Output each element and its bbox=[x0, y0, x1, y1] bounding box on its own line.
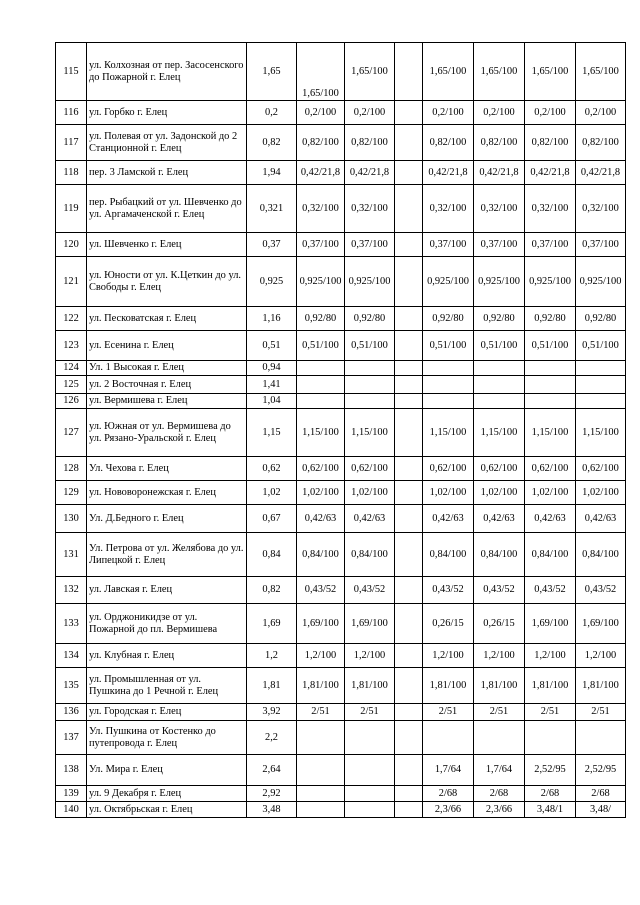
value-cell bbox=[395, 409, 423, 457]
value-cell: 0,62/100 bbox=[345, 457, 395, 481]
road-length: 0,321 bbox=[247, 185, 297, 233]
value-cell: 0,43/52 bbox=[423, 577, 474, 604]
street-name: ул. Промышленная от ул. Пушкина до 1 Речной г. Елец bbox=[87, 668, 247, 704]
value-cell bbox=[395, 505, 423, 533]
value-cell: 2,52/95 bbox=[525, 755, 576, 786]
street-name: ул. Колхозная от пер. Засосенского до Пожарной г. Елец bbox=[87, 43, 247, 101]
value-cell: 0,925/100 bbox=[297, 257, 345, 307]
value-cell bbox=[395, 604, 423, 644]
value-cell: 1,2/100 bbox=[423, 644, 474, 668]
value-cell: 1,7/64 bbox=[474, 755, 525, 786]
value-cell: 0,42/21,8 bbox=[576, 161, 626, 185]
row-number: 116 bbox=[56, 101, 87, 125]
value-cell: 2/51 bbox=[525, 704, 576, 721]
value-cell: 0,51/100 bbox=[474, 331, 525, 361]
value-cell: 1,02/100 bbox=[525, 481, 576, 505]
value-cell: 1,81/100 bbox=[297, 668, 345, 704]
value-cell: 1,15/100 bbox=[576, 409, 626, 457]
value-cell: 1,81/100 bbox=[474, 668, 525, 704]
value-cell bbox=[345, 802, 395, 818]
value-cell bbox=[395, 361, 423, 376]
row-number: 123 bbox=[56, 331, 87, 361]
row-number: 134 bbox=[56, 644, 87, 668]
street-name: Ул. Мира г. Елец bbox=[87, 755, 247, 786]
row-number: 130 bbox=[56, 505, 87, 533]
value-cell: 0,84/100 bbox=[423, 533, 474, 577]
value-cell: 0,92/80 bbox=[474, 307, 525, 331]
street-name: ул. Южная от ул. Вермишева до ул. Рязано-Уральской г. Елец bbox=[87, 409, 247, 457]
row-number: 115 bbox=[56, 43, 87, 101]
value-cell: 0,26/15 bbox=[423, 604, 474, 644]
value-cell: 0,43/52 bbox=[525, 577, 576, 604]
road-length: 1,41 bbox=[247, 376, 297, 394]
row-number: 138 bbox=[56, 755, 87, 786]
value-cell: 1,2/100 bbox=[525, 644, 576, 668]
row-number: 128 bbox=[56, 457, 87, 481]
value-cell: 1,81/100 bbox=[525, 668, 576, 704]
table-row bbox=[56, 481, 626, 505]
value-cell bbox=[395, 721, 423, 755]
street-name: ул. Полевая от ул. Задонской до 2 Станционной г. Елец bbox=[87, 125, 247, 161]
value-cell: 0,82/100 bbox=[297, 125, 345, 161]
row-number: 136 bbox=[56, 704, 87, 721]
value-cell bbox=[297, 786, 345, 802]
value-cell bbox=[525, 394, 576, 409]
table-row bbox=[56, 533, 626, 577]
value-cell: 0,925/100 bbox=[525, 257, 576, 307]
table-row bbox=[56, 704, 626, 721]
value-cell bbox=[345, 376, 395, 394]
value-cell: 2,3/66 bbox=[474, 802, 525, 818]
value-cell: 1,02/100 bbox=[297, 481, 345, 505]
table-row bbox=[56, 457, 626, 481]
value-cell: 0,51/100 bbox=[297, 331, 345, 361]
row-number: 119 bbox=[56, 185, 87, 233]
value-cell bbox=[297, 802, 345, 818]
row-number: 121 bbox=[56, 257, 87, 307]
value-cell: 1,81/100 bbox=[345, 668, 395, 704]
street-name: пер. Рыбацкий от ул. Шевченко до ул. Аргамаченской г. Елец bbox=[87, 185, 247, 233]
value-cell bbox=[474, 361, 525, 376]
value-cell: 1,81/100 bbox=[576, 668, 626, 704]
value-cell: 1,69/100 bbox=[345, 604, 395, 644]
value-cell: 0,51/100 bbox=[525, 331, 576, 361]
street-name: Ул. Чехова г. Елец bbox=[87, 457, 247, 481]
value-cell: 0,2/100 bbox=[525, 101, 576, 125]
value-cell bbox=[395, 185, 423, 233]
table-row bbox=[56, 409, 626, 457]
value-cell: 0,82/100 bbox=[345, 125, 395, 161]
value-cell: 0,32/100 bbox=[423, 185, 474, 233]
table-row bbox=[56, 43, 626, 101]
table-row bbox=[56, 505, 626, 533]
value-cell bbox=[525, 361, 576, 376]
street-name: ул. 2 Восточная г. Елец bbox=[87, 376, 247, 394]
value-cell: 1,15/100 bbox=[297, 409, 345, 457]
value-cell: 1,65/100 bbox=[525, 43, 576, 101]
table-row bbox=[56, 721, 626, 755]
value-cell bbox=[345, 721, 395, 755]
street-name: ул. Октябрьская г. Елец bbox=[87, 802, 247, 818]
value-cell: 2,52/95 bbox=[576, 755, 626, 786]
table-body bbox=[56, 43, 626, 818]
value-cell: 2/51 bbox=[345, 704, 395, 721]
value-cell: 1,69/100 bbox=[525, 604, 576, 644]
value-cell bbox=[297, 394, 345, 409]
street-name: пер. 3 Ламской г. Елец bbox=[87, 161, 247, 185]
row-number: 127 bbox=[56, 409, 87, 457]
value-cell: 3,48/1 bbox=[525, 802, 576, 818]
value-cell: 0,43/52 bbox=[345, 577, 395, 604]
value-cell: 0,26/15 bbox=[474, 604, 525, 644]
value-cell bbox=[297, 755, 345, 786]
road-length: 1,02 bbox=[247, 481, 297, 505]
row-number: 140 bbox=[56, 802, 87, 818]
value-cell: 1,02/100 bbox=[423, 481, 474, 505]
value-cell: 0,2/100 bbox=[345, 101, 395, 125]
value-cell: 0,92/80 bbox=[576, 307, 626, 331]
road-length: 1,94 bbox=[247, 161, 297, 185]
table-row bbox=[56, 577, 626, 604]
road-length: 0,67 bbox=[247, 505, 297, 533]
value-cell bbox=[395, 668, 423, 704]
road-length: 1,16 bbox=[247, 307, 297, 331]
value-cell bbox=[395, 755, 423, 786]
street-name: ул. Орджоникидзе от ул. Пожарной до пл. Вермишева bbox=[87, 604, 247, 644]
value-cell bbox=[345, 755, 395, 786]
street-name: Ул. 1 Высокая г. Елец bbox=[87, 361, 247, 376]
table-row bbox=[56, 786, 626, 802]
street-name: ул. Клубная г. Елец bbox=[87, 644, 247, 668]
value-cell: 0,62/100 bbox=[474, 457, 525, 481]
street-name: ул. Горбко г. Елец bbox=[87, 101, 247, 125]
value-cell bbox=[297, 376, 345, 394]
value-cell bbox=[423, 721, 474, 755]
value-cell: 0,82/100 bbox=[474, 125, 525, 161]
roads-table bbox=[55, 42, 626, 818]
value-cell: 0,32/100 bbox=[297, 185, 345, 233]
value-cell bbox=[395, 577, 423, 604]
value-cell: 0,92/80 bbox=[525, 307, 576, 331]
value-cell: 0,51/100 bbox=[345, 331, 395, 361]
value-cell: 0,84/100 bbox=[525, 533, 576, 577]
value-cell: 0,42/63 bbox=[297, 505, 345, 533]
value-cell: 0,32/100 bbox=[576, 185, 626, 233]
value-cell bbox=[395, 704, 423, 721]
value-cell: 2/68 bbox=[474, 786, 525, 802]
value-cell bbox=[395, 394, 423, 409]
road-length: 0,82 bbox=[247, 125, 297, 161]
value-cell: 0,43/52 bbox=[297, 577, 345, 604]
value-cell: 0,51/100 bbox=[423, 331, 474, 361]
value-cell: 2/68 bbox=[525, 786, 576, 802]
value-cell: 0,42/21,8 bbox=[423, 161, 474, 185]
row-number: 132 bbox=[56, 577, 87, 604]
value-cell: 0,925/100 bbox=[576, 257, 626, 307]
row-number: 118 bbox=[56, 161, 87, 185]
value-cell bbox=[474, 376, 525, 394]
value-cell: 0,37/100 bbox=[525, 233, 576, 257]
street-name: ул. Нововоронежская г. Елец bbox=[87, 481, 247, 505]
table-row bbox=[56, 331, 626, 361]
value-cell: 0,43/52 bbox=[474, 577, 525, 604]
value-cell: 0,32/100 bbox=[345, 185, 395, 233]
value-cell bbox=[525, 721, 576, 755]
value-cell: 2/51 bbox=[297, 704, 345, 721]
value-cell: 0,2/100 bbox=[423, 101, 474, 125]
value-cell: 0,84/100 bbox=[297, 533, 345, 577]
table-row bbox=[56, 644, 626, 668]
value-cell: 1,15/100 bbox=[345, 409, 395, 457]
value-cell: 0,42/63 bbox=[525, 505, 576, 533]
value-cell: 0,84/100 bbox=[345, 533, 395, 577]
row-number: 122 bbox=[56, 307, 87, 331]
value-cell: 0,925/100 bbox=[345, 257, 395, 307]
value-cell bbox=[576, 376, 626, 394]
value-cell: 0,37/100 bbox=[423, 233, 474, 257]
value-cell: 0,42/21,8 bbox=[474, 161, 525, 185]
value-cell bbox=[474, 394, 525, 409]
value-cell: 0,2/100 bbox=[297, 101, 345, 125]
table-row bbox=[56, 257, 626, 307]
value-cell: 0,2/100 bbox=[474, 101, 525, 125]
row-number: 120 bbox=[56, 233, 87, 257]
value-cell: 0,37/100 bbox=[576, 233, 626, 257]
road-length: 0,82 bbox=[247, 577, 297, 604]
value-cell: 0,62/100 bbox=[576, 457, 626, 481]
street-name: Ул. Д.Бедного г. Елец bbox=[87, 505, 247, 533]
value-cell: 1,69/100 bbox=[576, 604, 626, 644]
road-length: 2,92 bbox=[247, 786, 297, 802]
value-cell: 0,2/100 bbox=[576, 101, 626, 125]
street-name: Ул. Петрова от ул. Желябова до ул. Липецкой г. Елец bbox=[87, 533, 247, 577]
value-cell: 0,92/80 bbox=[423, 307, 474, 331]
value-cell bbox=[576, 394, 626, 409]
value-cell: 1,2/100 bbox=[297, 644, 345, 668]
street-name: ул. Городская г. Елец bbox=[87, 704, 247, 721]
value-cell: 0,42/63 bbox=[423, 505, 474, 533]
value-cell: 2/51 bbox=[423, 704, 474, 721]
value-cell bbox=[395, 331, 423, 361]
value-cell bbox=[395, 43, 423, 101]
value-cell bbox=[395, 233, 423, 257]
road-length: 0,925 bbox=[247, 257, 297, 307]
value-cell: 1,7/64 bbox=[423, 755, 474, 786]
value-cell bbox=[525, 376, 576, 394]
road-length: 0,37 bbox=[247, 233, 297, 257]
value-cell: 1,15/100 bbox=[525, 409, 576, 457]
value-cell: 0,84/100 bbox=[576, 533, 626, 577]
value-cell bbox=[345, 786, 395, 802]
road-length: 1,69 bbox=[247, 604, 297, 644]
road-length: 0,84 bbox=[247, 533, 297, 577]
value-cell bbox=[576, 361, 626, 376]
value-cell: 0,84/100 bbox=[474, 533, 525, 577]
table-row bbox=[56, 185, 626, 233]
value-cell bbox=[395, 533, 423, 577]
road-length: 2,2 bbox=[247, 721, 297, 755]
table-row bbox=[56, 361, 626, 376]
value-cell bbox=[345, 361, 395, 376]
row-number: 137 bbox=[56, 721, 87, 755]
value-cell: 0,37/100 bbox=[297, 233, 345, 257]
road-length: 1,04 bbox=[247, 394, 297, 409]
value-cell: 2/51 bbox=[474, 704, 525, 721]
value-cell: 1,65/100 bbox=[297, 43, 345, 101]
street-name: ул. Вермишева г. Елец bbox=[87, 394, 247, 409]
value-cell: 2/51 bbox=[576, 704, 626, 721]
table-row bbox=[56, 161, 626, 185]
value-cell: 0,82/100 bbox=[525, 125, 576, 161]
value-cell: 0,42/63 bbox=[345, 505, 395, 533]
value-cell bbox=[423, 361, 474, 376]
row-number: 135 bbox=[56, 668, 87, 704]
value-cell: 0,62/100 bbox=[423, 457, 474, 481]
table-row bbox=[56, 394, 626, 409]
street-name: ул. Лавская г. Елец bbox=[87, 577, 247, 604]
road-length: 0,2 bbox=[247, 101, 297, 125]
value-cell: 0,82/100 bbox=[423, 125, 474, 161]
value-cell bbox=[297, 361, 345, 376]
value-cell bbox=[423, 376, 474, 394]
row-number: 139 bbox=[56, 786, 87, 802]
row-number: 124 bbox=[56, 361, 87, 376]
value-cell: 0,92/80 bbox=[345, 307, 395, 331]
value-cell: 1,02/100 bbox=[474, 481, 525, 505]
road-length: 0,94 bbox=[247, 361, 297, 376]
street-name: ул. Есенина г. Елец bbox=[87, 331, 247, 361]
value-cell: 0,82/100 bbox=[576, 125, 626, 161]
value-cell bbox=[423, 394, 474, 409]
value-cell: 2/68 bbox=[576, 786, 626, 802]
value-cell: 0,42/21,8 bbox=[297, 161, 345, 185]
value-cell bbox=[395, 101, 423, 125]
table-row bbox=[56, 233, 626, 257]
value-cell: 0,92/80 bbox=[297, 307, 345, 331]
value-cell: 1,02/100 bbox=[576, 481, 626, 505]
value-cell bbox=[297, 721, 345, 755]
row-number: 133 bbox=[56, 604, 87, 644]
value-cell: 0,37/100 bbox=[474, 233, 525, 257]
value-cell bbox=[576, 721, 626, 755]
road-length: 3,92 bbox=[247, 704, 297, 721]
value-cell: 1,15/100 bbox=[474, 409, 525, 457]
value-cell: 2,3/66 bbox=[423, 802, 474, 818]
road-length: 2,64 bbox=[247, 755, 297, 786]
row-number: 125 bbox=[56, 376, 87, 394]
value-cell bbox=[395, 802, 423, 818]
road-length: 0,51 bbox=[247, 331, 297, 361]
table-row bbox=[56, 101, 626, 125]
value-cell: 1,2/100 bbox=[576, 644, 626, 668]
table-row bbox=[56, 668, 626, 704]
table-row bbox=[56, 376, 626, 394]
value-cell: 1,15/100 bbox=[423, 409, 474, 457]
value-cell: 0,42/63 bbox=[576, 505, 626, 533]
value-cell bbox=[395, 257, 423, 307]
value-cell: 0,62/100 bbox=[297, 457, 345, 481]
street-name: ул. Песковатская г. Елец bbox=[87, 307, 247, 331]
road-length: 1,65 bbox=[247, 43, 297, 101]
value-cell bbox=[395, 376, 423, 394]
road-length: 1,15 bbox=[247, 409, 297, 457]
value-cell bbox=[395, 161, 423, 185]
row-number: 131 bbox=[56, 533, 87, 577]
table-row bbox=[56, 755, 626, 786]
street-name: Ул. Пушкина от Костенко до путепровода г. Елец bbox=[87, 721, 247, 755]
value-cell bbox=[395, 307, 423, 331]
value-cell bbox=[474, 721, 525, 755]
value-cell: 1,2/100 bbox=[345, 644, 395, 668]
value-cell: 0,42/21,8 bbox=[345, 161, 395, 185]
table-row bbox=[56, 604, 626, 644]
value-cell: 0,32/100 bbox=[525, 185, 576, 233]
road-length: 1,2 bbox=[247, 644, 297, 668]
value-cell: 0,925/100 bbox=[474, 257, 525, 307]
street-name: ул. Юности от ул. К.Цеткин до ул. Свободы г. Елец bbox=[87, 257, 247, 307]
value-cell bbox=[395, 481, 423, 505]
value-cell: 0,925/100 bbox=[423, 257, 474, 307]
value-cell: 0,43/52 bbox=[576, 577, 626, 604]
row-number: 126 bbox=[56, 394, 87, 409]
value-cell: 1,65/100 bbox=[423, 43, 474, 101]
value-cell bbox=[395, 457, 423, 481]
table-row bbox=[56, 307, 626, 331]
value-cell: 3,48/ bbox=[576, 802, 626, 818]
value-cell: 1,65/100 bbox=[474, 43, 525, 101]
street-name: ул. 9 Декабря г. Елец bbox=[87, 786, 247, 802]
street-name: ул. Шевченко г. Елец bbox=[87, 233, 247, 257]
value-cell: 2/68 bbox=[423, 786, 474, 802]
row-number: 117 bbox=[56, 125, 87, 161]
value-cell bbox=[395, 125, 423, 161]
value-cell bbox=[345, 394, 395, 409]
value-cell: 1,65/100 bbox=[345, 43, 395, 101]
value-cell bbox=[395, 644, 423, 668]
value-cell: 0,32/100 bbox=[474, 185, 525, 233]
row-number: 129 bbox=[56, 481, 87, 505]
table-row bbox=[56, 802, 626, 818]
value-cell bbox=[395, 786, 423, 802]
road-length: 0,62 bbox=[247, 457, 297, 481]
road-length: 3,48 bbox=[247, 802, 297, 818]
value-cell: 1,81/100 bbox=[423, 668, 474, 704]
table-row bbox=[56, 125, 626, 161]
value-cell: 0,51/100 bbox=[576, 331, 626, 361]
value-cell: 1,02/100 bbox=[345, 481, 395, 505]
value-cell: 0,37/100 bbox=[345, 233, 395, 257]
value-cell: 0,42/63 bbox=[474, 505, 525, 533]
value-cell: 0,62/100 bbox=[525, 457, 576, 481]
road-length: 1,81 bbox=[247, 668, 297, 704]
value-cell: 1,65/100 bbox=[576, 43, 626, 101]
value-cell: 1,2/100 bbox=[474, 644, 525, 668]
value-cell: 0,42/21,8 bbox=[525, 161, 576, 185]
value-cell: 1,69/100 bbox=[297, 604, 345, 644]
